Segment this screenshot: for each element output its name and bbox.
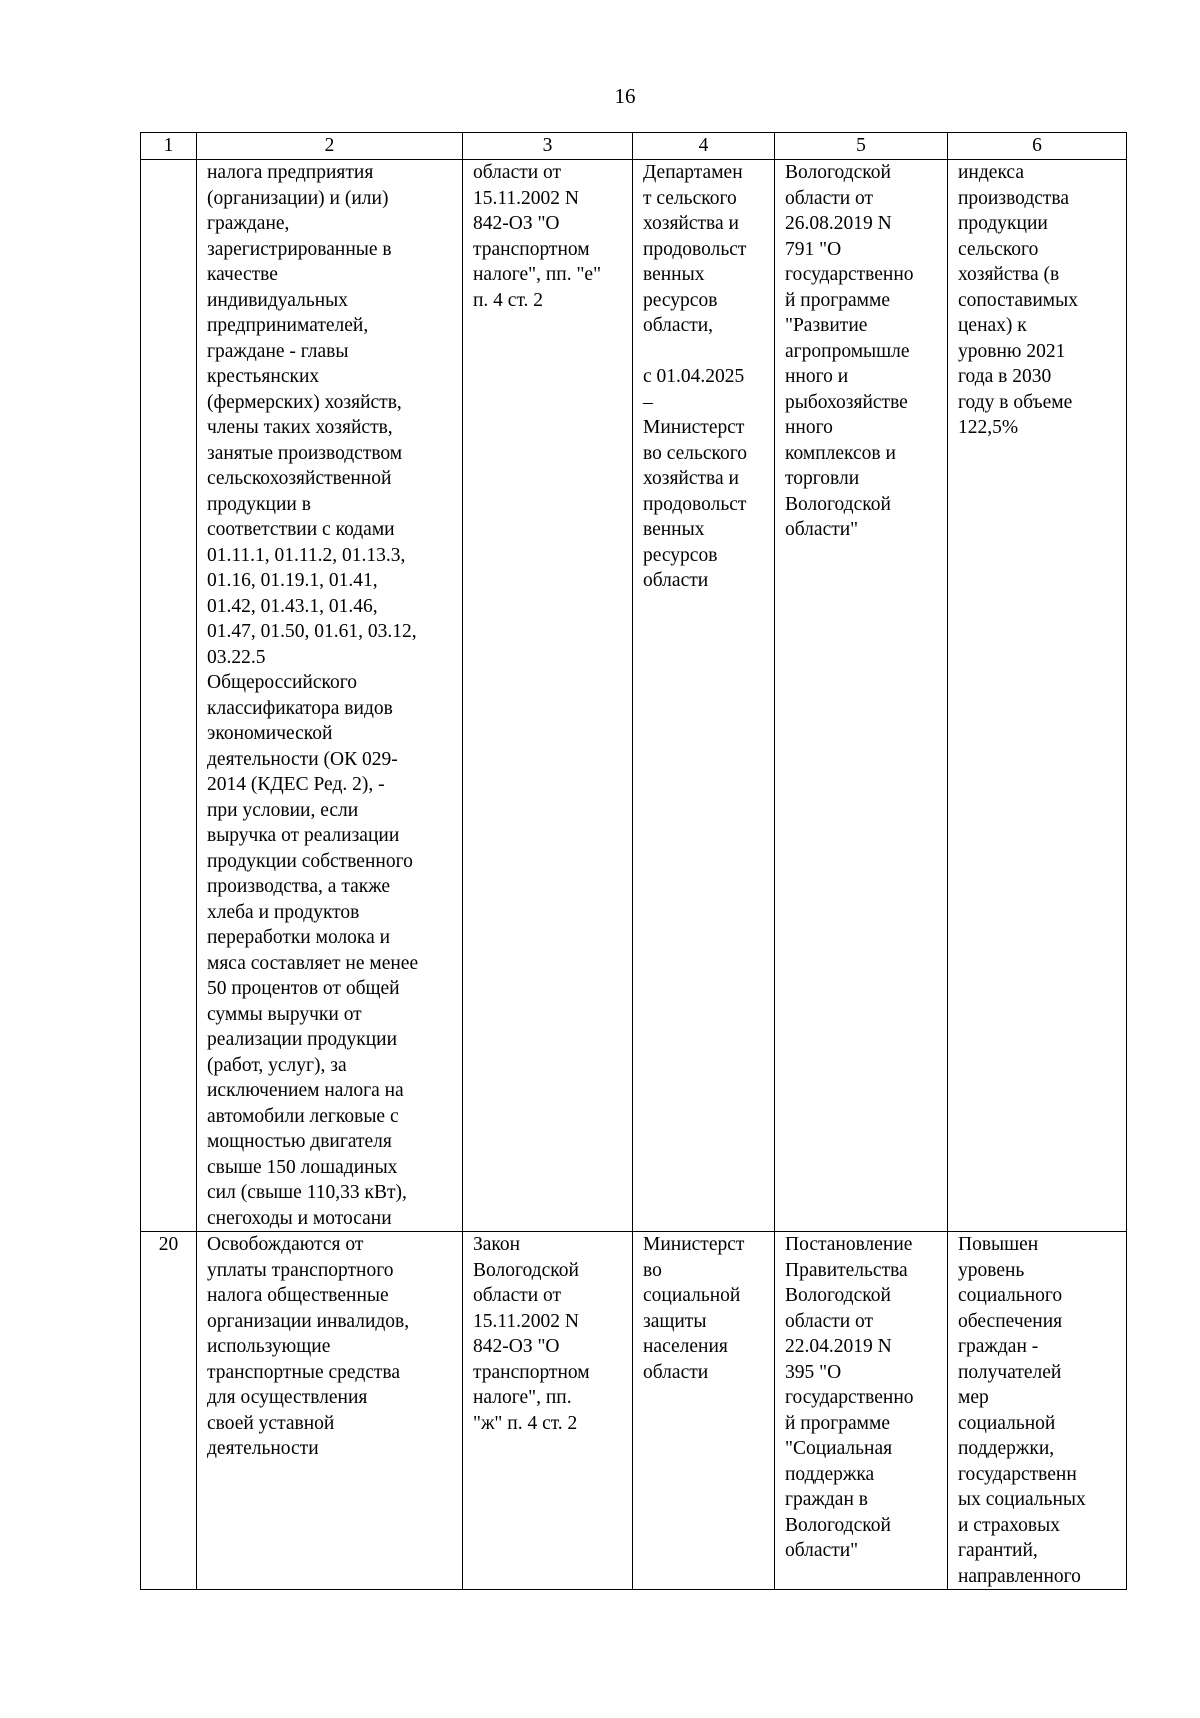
cell-text-line: экономической <box>207 723 333 744</box>
cell-text-line: хозяйства (в <box>958 264 1060 285</box>
cell-text-line: Вологодской <box>785 1514 891 1536</box>
cell-text-line: п. 4 ст. 2 <box>473 289 544 311</box>
cell-text-line: й программе <box>785 1412 890 1434</box>
cell-text-line: Закон <box>473 1234 521 1255</box>
cell-text-line: области, <box>643 315 714 336</box>
cell-text-line: 01.47, 01.50, 01.61, 03.12, <box>207 621 417 642</box>
cell-text-line: нного и <box>785 366 849 387</box>
cell-text-line: производства, а также <box>207 876 391 897</box>
state-program-cell <box>775 160 948 1232</box>
cell-text-line: налоге", пп. "е" <box>473 264 602 285</box>
column-number-3: 3 <box>463 133 633 160</box>
table-row <box>141 1232 1127 1590</box>
cell-text-line: транспортном <box>473 238 590 260</box>
benefit-description-cell <box>197 160 463 1232</box>
cell-text-line: сельского <box>958 238 1039 260</box>
cell-text-line: налога предприятия <box>207 162 374 183</box>
row-number-cell: 20 <box>141 1232 197 1590</box>
cell-text-line: (фермерских) хозяйств, <box>207 391 402 413</box>
cell-text-line: (работ, услуг), за <box>207 1054 347 1076</box>
cell-text-line: использующие <box>207 1336 331 1357</box>
cell-text-line: снегоходы и мотосани <box>207 1207 392 1229</box>
cell-text-line: венных <box>643 519 705 540</box>
cell-text-line: нного <box>785 417 833 438</box>
cell-text-line: транспортные средства <box>207 1361 401 1383</box>
cell-text-line: 22.04.2019 N <box>785 1336 892 1357</box>
cell-text-line: продукции <box>958 213 1048 234</box>
cell-text-line: году в объеме <box>958 391 1073 413</box>
cell-text-line: своей уставной <box>207 1412 335 1434</box>
cell-text-line: во <box>643 1259 662 1281</box>
cell-text-line: й программе <box>785 289 890 311</box>
cell-text-line: реализации продукции <box>207 1029 398 1050</box>
cell-text-line: области <box>643 1361 709 1383</box>
cell-text-line: Департамен <box>643 162 743 183</box>
cell-text-line: хозяйства и <box>643 468 739 489</box>
cell-text-line: 2014 (КДЕС Ред. 2), - <box>207 774 385 795</box>
cell-text-line: мощностью двигателя <box>207 1131 392 1152</box>
cell-text-line: области <box>643 570 709 591</box>
page-number: 16 <box>614 84 636 108</box>
cell-text-line: Вологодской <box>785 493 891 515</box>
cell-text-line: качестве <box>207 264 278 285</box>
cell-text-line: социальной <box>643 1285 741 1306</box>
table-header-row <box>141 133 1127 160</box>
cell-text-line: предпринимателей, <box>207 315 369 336</box>
cell-text-line: для осуществления <box>207 1387 368 1408</box>
cell-text-line: продовольст <box>643 238 747 260</box>
cell-text-line: Вологодской <box>785 1285 891 1306</box>
benefit-description-cell <box>197 1232 463 1590</box>
cell-text-line: организации инвалидов, <box>207 1310 410 1332</box>
cell-text-line: соответствии с кодами <box>207 519 395 540</box>
cell-text-line: граждане - главы <box>207 340 349 362</box>
cell-text-line: продовольст <box>643 493 747 515</box>
cell-text-line: направленного <box>958 1565 1081 1587</box>
cell-text-line: "ж" п. 4 ст. 2 <box>473 1412 578 1434</box>
cell-text-line: граждан в <box>785 1489 868 1510</box>
cell-text-line: индивидуальных <box>207 289 349 311</box>
cell-text-line: социальной <box>958 1412 1056 1434</box>
cell-text-line: области от <box>785 1310 874 1332</box>
cell-text-line: 03.22.5 <box>207 646 266 668</box>
cell-text-line: 122,5% <box>958 417 1019 438</box>
cell-text-line: (организации) и (или) <box>207 187 389 209</box>
cell-text-line: мер <box>958 1387 989 1408</box>
cell-text-line: классификатора видов <box>207 697 393 719</box>
cell-text-line: ценах) к <box>958 315 1027 336</box>
cell-text-line: "Развитие <box>785 315 868 336</box>
cell-text-line: сопоставимых <box>958 289 1078 311</box>
cell-text-line: 842-ОЗ "О <box>473 213 560 234</box>
cell-text-line: области от <box>473 1285 562 1306</box>
cell-text-line: 842-ОЗ "О <box>473 1336 560 1357</box>
column-number-6: 6 <box>948 133 1127 160</box>
cell-text-line: защиты <box>643 1310 707 1332</box>
cell-text-line <box>643 339 770 365</box>
cell-text-line: ресурсов <box>643 544 718 566</box>
cell-text-line: уплаты транспортного <box>207 1259 394 1281</box>
cell-text-line: Вологодской <box>785 162 891 183</box>
cell-text-line: – <box>643 391 653 413</box>
target-indicator-cell <box>948 160 1127 1232</box>
cell-text-line: деятельности (ОК 029- <box>207 748 398 770</box>
cell-text-line: члены таких хозяйств, <box>207 417 393 438</box>
cell-text-line: 01.16, 01.19.1, 01.41, <box>207 570 378 591</box>
cell-text-line: транспортном <box>473 1361 590 1383</box>
cell-text-line: зарегистрированные в <box>207 238 392 260</box>
cell-text-line: государственно <box>785 264 914 285</box>
cell-text-line: государственн <box>958 1463 1077 1485</box>
legal-basis-cell <box>463 160 633 1232</box>
cell-text-line: области" <box>785 1540 859 1561</box>
cell-text-line: уровню 2021 <box>958 340 1066 362</box>
cell-text-line: 26.08.2019 N <box>785 213 892 234</box>
cell-text-line: торговли <box>785 468 860 489</box>
cell-text-line: хозяйства и <box>643 213 739 234</box>
cell-text-line: крестьянских <box>207 366 320 387</box>
cell-text-line: т сельского <box>643 187 737 209</box>
responsible-body-cell <box>633 1232 775 1590</box>
cell-text-line: занятые производством <box>207 442 403 464</box>
cell-text-line: Постановление <box>785 1234 913 1255</box>
cell-text-line: индекса <box>958 162 1024 183</box>
column-number-1: 1 <box>141 133 197 160</box>
cell-text-line: года в 2030 <box>958 366 1052 387</box>
column-number-2: 2 <box>197 133 463 160</box>
cell-text-line: налоге", пп. <box>473 1387 572 1408</box>
cell-text-line: 01.11.1, 01.11.2, 01.13.3, <box>207 544 406 566</box>
cell-text-line: и страховых <box>958 1514 1060 1536</box>
cell-text-line: при условии, если <box>207 799 359 821</box>
cell-text-line: венных <box>643 264 705 285</box>
cell-text-line: ресурсов <box>643 289 718 311</box>
column-number-5: 5 <box>775 133 948 160</box>
cell-text-line: обеспечения <box>958 1310 1063 1332</box>
cell-text-line: Министерст <box>643 417 745 438</box>
target-indicator-cell <box>948 1232 1127 1590</box>
cell-text-line: населения <box>643 1336 728 1357</box>
legal-basis-cell <box>463 1232 633 1590</box>
responsible-body-cell <box>633 160 775 1232</box>
row-number-cell <box>141 160 197 1232</box>
tax-benefits-table <box>140 132 1127 1590</box>
cell-text-line: области от <box>785 187 874 209</box>
cell-text-line: Общероссийского <box>207 672 357 693</box>
cell-text-line: Повышен <box>958 1234 1039 1255</box>
cell-text-line: 50 процентов от общей <box>207 978 400 999</box>
cell-text-line: сил (свыше 110,33 кВт), <box>207 1182 407 1203</box>
cell-text-line: продукции собственного <box>207 850 413 872</box>
cell-text-line: деятельности <box>207 1438 319 1459</box>
cell-text-line: области от <box>473 162 562 183</box>
cell-text-line: поддержки, <box>958 1438 1055 1459</box>
cell-text-line: мяса составляет не менее <box>207 952 419 974</box>
cell-text-line: комплексов и <box>785 442 896 464</box>
cell-text-line: суммы выручки от <box>207 1003 362 1025</box>
cell-text-line: граждане, <box>207 213 290 234</box>
cell-text-line: исключением налога на <box>207 1080 404 1101</box>
cell-text-line: 15.11.2002 N <box>473 187 579 209</box>
state-program-cell <box>775 1232 948 1590</box>
cell-text-line: 15.11.2002 N <box>473 1310 579 1332</box>
cell-text-line: с 01.04.2025 <box>643 366 745 387</box>
cell-text-line: агропромышле <box>785 340 910 362</box>
cell-text-line: продукции в <box>207 493 311 515</box>
cell-text-line: Правительства <box>785 1259 908 1281</box>
cell-text-line: 791 "О <box>785 238 842 260</box>
cell-text-line: Освобождаются от <box>207 1234 364 1255</box>
cell-text-line: Вологодской <box>473 1259 579 1281</box>
cell-text-line: уровень <box>958 1259 1025 1281</box>
cell-text-line: государственно <box>785 1387 914 1408</box>
cell-text-line: 01.42, 01.43.1, 01.46, <box>207 595 378 617</box>
cell-text-line: поддержка <box>785 1463 875 1485</box>
cell-text-line: автомобили легковые с <box>207 1105 399 1127</box>
cell-text-line: ых социальных <box>958 1489 1086 1510</box>
cell-text-line: гарантий, <box>958 1540 1038 1561</box>
cell-text-line: хлеба и продуктов <box>207 901 360 923</box>
cell-text-line: производства <box>958 187 1070 209</box>
cell-text-line: 395 "О <box>785 1361 842 1383</box>
cell-text-line: сельскохозяйственной <box>207 468 392 489</box>
cell-text-line: выручка от реализации <box>207 825 400 846</box>
cell-text-line: граждан - <box>958 1336 1039 1357</box>
cell-text-line: свыше 150 лошадиных <box>207 1156 398 1178</box>
cell-text-line: переработки молока и <box>207 927 391 948</box>
cell-text-line: области" <box>785 519 859 540</box>
cell-text-line: во сельского <box>643 442 748 464</box>
column-number-4: 4 <box>633 133 775 160</box>
cell-text-line: Министерст <box>643 1234 745 1255</box>
cell-text-line: получателей <box>958 1361 1062 1383</box>
table-row <box>141 160 1127 1232</box>
cell-text-line: налога общественные <box>207 1285 389 1306</box>
cell-text-line: социального <box>958 1285 1063 1306</box>
cell-text-line: рыбохозяйстве <box>785 391 908 413</box>
cell-text-line: "Социальная <box>785 1438 893 1459</box>
